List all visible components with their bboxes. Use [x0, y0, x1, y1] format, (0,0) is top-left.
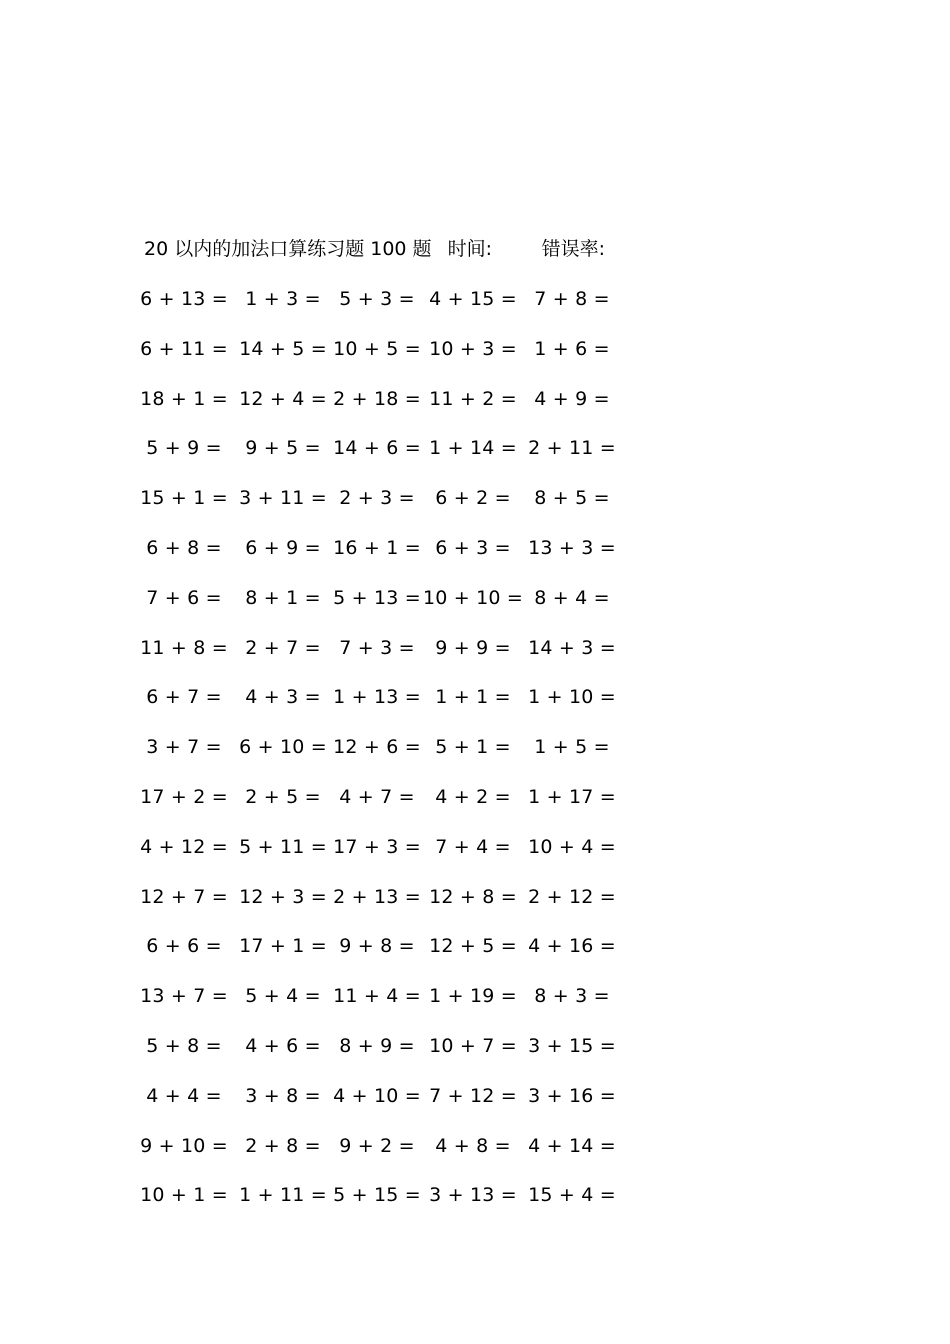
problem-cell: 11 + 8 =: [140, 636, 228, 659]
problem-row: [0, 834, 950, 860]
problem-row: [0, 1133, 950, 1159]
problem-cell: 5 + 11 =: [239, 835, 327, 858]
problem-cell: 1 + 17 =: [528, 786, 616, 808]
problem-cell: 2 + 3 =: [339, 487, 415, 510]
problem-cell: 3 + 16 =: [528, 1084, 616, 1107]
problem-cell: 5 + 3 =: [339, 288, 415, 310]
problem-cell: 10 + 10 =: [422, 586, 524, 609]
problem-cell: 8 + 4 =: [534, 586, 610, 609]
problem-cell: 14 + 3 =: [528, 636, 616, 659]
problem-cell: 13 + 3 =: [528, 537, 616, 559]
worksheet-title: [144, 236, 605, 262]
problem-cell: 6 + 13 =: [140, 288, 228, 310]
problem-cell: 17 + 3 =: [333, 835, 421, 858]
problem-cell: 7 + 3 =: [339, 636, 415, 659]
problem-cell: 9 + 2 =: [339, 1134, 415, 1157]
problem-cell: 8 + 3 =: [534, 985, 610, 1008]
problem-cell: 5 + 15 =: [333, 1184, 421, 1207]
problem-cell: 17 + 2 =: [140, 786, 228, 808]
problem-cell: 6 + 2 =: [435, 487, 511, 510]
problem-cell: 3 + 15 =: [528, 1035, 616, 1057]
problem-cell: 3 + 8 =: [245, 1084, 321, 1107]
problem-row: [0, 1182, 950, 1208]
problem-cell: 3 + 7 =: [146, 736, 222, 759]
problem-row: [0, 684, 950, 710]
problem-cell: 1 + 6 =: [534, 337, 610, 360]
time-label: 时间:: [447, 238, 493, 260]
problem-row: [0, 286, 950, 312]
problem-row: [0, 1083, 950, 1109]
problem-cell: 4 + 3 =: [245, 686, 321, 709]
problem-cell: 4 + 12 =: [140, 835, 228, 858]
problem-cell: 9 + 9 =: [435, 636, 511, 659]
problem-cell: 6 + 8 =: [146, 537, 222, 559]
problem-cell: 1 + 11 =: [239, 1184, 327, 1207]
problem-cell: 4 + 6 =: [245, 1035, 321, 1057]
problem-cell: 12 + 3 =: [239, 885, 327, 908]
problem-row: [0, 734, 950, 760]
problem-cell: 5 + 8 =: [146, 1035, 222, 1057]
problem-cell: 6 + 11 =: [140, 337, 228, 360]
problem-cell: 1 + 13 =: [333, 686, 421, 709]
problem-cell: 13 + 7 =: [140, 985, 228, 1008]
problem-cell: 10 + 3 =: [429, 337, 517, 360]
problem-cell: 5 + 4 =: [245, 985, 321, 1008]
problem-cell: 12 + 7 =: [140, 885, 228, 908]
problem-cell: 12 + 8 =: [429, 885, 517, 908]
problem-cell: 2 + 8 =: [245, 1134, 321, 1157]
problem-cell: 9 + 8 =: [339, 935, 415, 958]
problem-cell: 14 + 6 =: [333, 437, 421, 460]
problem-cell: 10 + 4 =: [528, 835, 616, 858]
problem-cell: 6 + 3 =: [435, 537, 511, 559]
problem-cell: 10 + 1 =: [140, 1184, 228, 1207]
problem-row: [0, 485, 950, 511]
problem-cell: 17 + 1 =: [239, 935, 327, 958]
problem-cell: 5 + 9 =: [146, 437, 222, 460]
problem-cell: 4 + 15 =: [429, 288, 517, 310]
problem-row: [0, 983, 950, 1009]
problem-cell: 11 + 2 =: [429, 387, 517, 410]
problem-cell: 6 + 9 =: [245, 537, 321, 559]
title-text: 20 以内的加法口算练习题 100 题: [144, 238, 432, 260]
problem-cell: 7 + 4 =: [435, 835, 511, 858]
problem-row: [0, 386, 950, 412]
problem-row: [0, 435, 950, 461]
problem-cell: 3 + 11 =: [239, 487, 327, 510]
problem-cell: 1 + 1 =: [435, 686, 511, 709]
problem-cell: 9 + 10 =: [140, 1134, 228, 1157]
problem-cell: 6 + 10 =: [239, 736, 327, 759]
problem-cell: 9 + 5 =: [245, 437, 321, 460]
problem-cell: 4 + 7 =: [339, 786, 415, 808]
problem-cell: 12 + 6 =: [333, 736, 421, 759]
problem-cell: 2 + 7 =: [245, 636, 321, 659]
problem-cell: 7 + 12 =: [429, 1084, 517, 1107]
problem-cell: 2 + 12 =: [528, 885, 616, 908]
problem-cell: 16 + 1 =: [333, 537, 421, 559]
problem-cell: 2 + 11 =: [528, 437, 616, 460]
problem-cell: 7 + 6 =: [146, 586, 222, 609]
problem-cell: 10 + 5 =: [333, 337, 421, 360]
problem-cell: 4 + 2 =: [435, 786, 511, 808]
problem-row: [0, 784, 950, 810]
problem-cell: 5 + 1 =: [435, 736, 511, 759]
problem-cell: 12 + 5 =: [429, 935, 517, 958]
problem-cell: 4 + 9 =: [534, 387, 610, 410]
problem-cell: 12 + 4 =: [239, 387, 327, 410]
problem-cell: 4 + 10 =: [333, 1084, 421, 1107]
problem-row: [0, 635, 950, 661]
problem-cell: 8 + 1 =: [245, 586, 321, 609]
problem-cell: 6 + 6 =: [146, 935, 222, 958]
problem-cell: 14 + 5 =: [239, 337, 327, 360]
problem-cell: 11 + 4 =: [333, 985, 421, 1008]
error-rate-label: 错误率:: [541, 238, 606, 260]
problem-row: [0, 1033, 950, 1059]
problem-cell: 10 + 7 =: [429, 1035, 517, 1057]
problem-cell: 4 + 14 =: [528, 1134, 616, 1157]
problem-row: [0, 585, 950, 611]
problem-row: [0, 535, 950, 561]
problem-row: [0, 336, 950, 362]
problem-row: [0, 933, 950, 959]
problem-cell: 3 + 13 =: [429, 1184, 517, 1207]
problem-cell: 4 + 8 =: [435, 1134, 511, 1157]
problem-cell: 8 + 9 =: [339, 1035, 415, 1057]
problem-cell: 4 + 16 =: [528, 935, 616, 958]
problem-cell: 18 + 1 =: [140, 387, 228, 410]
problem-cell: 1 + 14 =: [429, 437, 517, 460]
problem-cell: 1 + 5 =: [534, 736, 610, 759]
problem-cell: 2 + 18 =: [333, 387, 421, 410]
problem-cell: 5 + 13 =: [333, 586, 421, 609]
problem-cell: 2 + 5 =: [245, 786, 321, 808]
problem-cell: 15 + 1 =: [140, 487, 228, 510]
problem-cell: 15 + 4 =: [528, 1184, 616, 1207]
problem-cell: 1 + 3 =: [245, 288, 321, 310]
problem-cell: 1 + 19 =: [429, 985, 517, 1008]
problem-cell: 6 + 7 =: [146, 686, 222, 709]
problem-cell: 1 + 10 =: [528, 686, 616, 709]
problem-row: [0, 884, 950, 910]
problem-cell: 4 + 4 =: [146, 1084, 222, 1107]
problem-cell: 2 + 13 =: [333, 885, 421, 908]
problem-cell: 7 + 8 =: [534, 288, 610, 310]
problem-cell: 8 + 5 =: [534, 487, 610, 510]
